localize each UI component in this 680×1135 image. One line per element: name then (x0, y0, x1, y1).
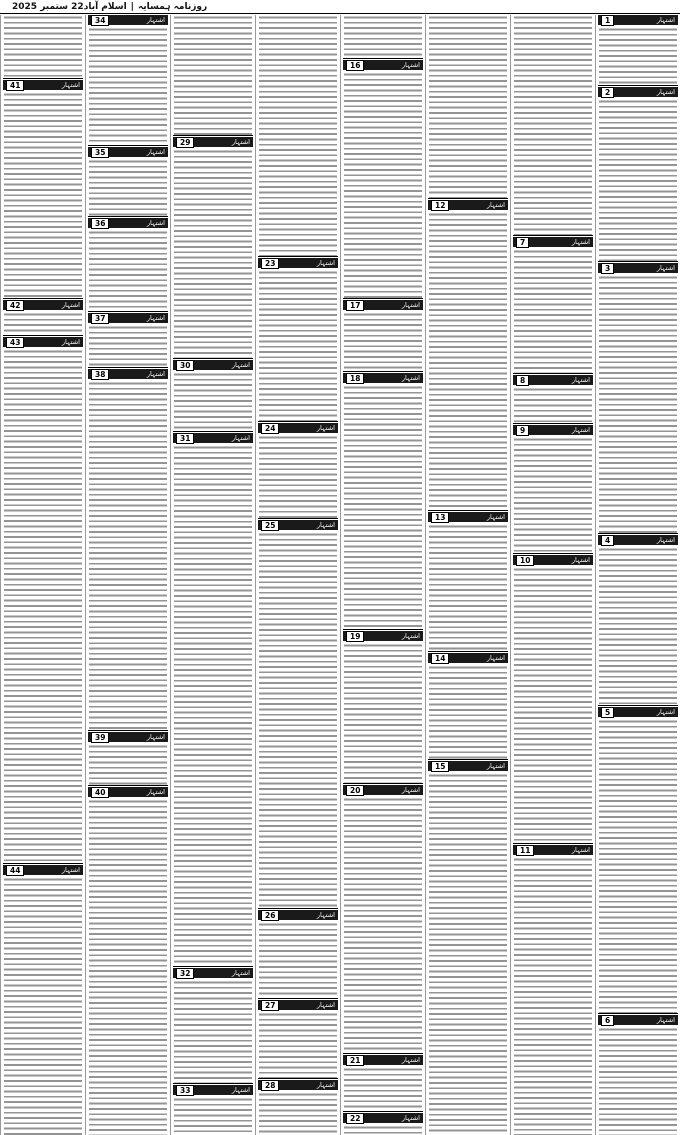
notice-text (86, 799, 170, 1135)
masthead: روزنامہ ہمسایہ | اسلام آباد 22 ستمبر 2025 (0, 0, 680, 14)
notice-number: 41 (6, 80, 24, 91)
notice-text (171, 1097, 255, 1135)
notice-heading: اشتہار (316, 1081, 335, 1089)
notice-text (341, 385, 425, 629)
notice-heading: اشتہار (231, 138, 250, 146)
notice-text (86, 159, 170, 216)
notice-header (598, 707, 678, 717)
city-name: اسلام آباد (83, 1, 127, 12)
notice-heading: اشتہار (656, 536, 675, 544)
notice-heading: اشتہار (316, 911, 335, 919)
notice-text (426, 524, 510, 651)
notice-header (88, 218, 168, 228)
notice-header (88, 147, 168, 157)
notice-header (258, 258, 338, 268)
column-5 (255, 15, 340, 1135)
notice-text (426, 773, 510, 1135)
notice-header (88, 15, 168, 25)
column-8 (0, 15, 85, 1135)
notice-text (171, 980, 255, 1083)
notice-number: 26 (261, 910, 279, 921)
notice-header (343, 300, 423, 310)
notice-text (596, 99, 680, 261)
notice-heading: اشتہار (61, 338, 80, 346)
notice-number: 25 (261, 520, 279, 531)
notice-text (256, 532, 340, 908)
notice-text (1, 92, 85, 298)
column-4 (340, 15, 425, 1135)
notice-text (171, 372, 255, 431)
notice-header (3, 865, 83, 875)
notice-heading: اشتہار (316, 1001, 335, 1009)
notice-text (86, 744, 170, 785)
notice-header (173, 1085, 253, 1095)
notice-heading: اشتہار (486, 201, 505, 209)
column-3 (425, 15, 510, 1135)
notice-text (341, 1067, 425, 1111)
notice-text (596, 27, 680, 85)
notice-text (1, 877, 85, 1135)
notice-number: 10 (516, 555, 534, 566)
notice-text (511, 387, 595, 423)
notice-heading: اشتہار (401, 61, 420, 69)
notice-number: 40 (91, 787, 109, 798)
notice-text (511, 15, 595, 235)
notice-header (3, 80, 83, 90)
column-1 (595, 15, 680, 1135)
notice-number: 42 (6, 300, 24, 311)
notice-text (511, 437, 595, 553)
notice-header (88, 313, 168, 323)
notice-number: 30 (176, 360, 194, 371)
notice-heading: اشتہار (486, 762, 505, 770)
notice-header (428, 200, 508, 210)
notice-text (596, 719, 680, 1013)
notice-number: 3 (601, 263, 614, 274)
notice-heading: اشتہار (401, 1114, 420, 1122)
notice-number: 24 (261, 423, 279, 434)
notice-heading: اشتہار (571, 376, 590, 384)
notice-number: 29 (176, 137, 194, 148)
notice-heading: اشتہار (61, 866, 80, 874)
notice-header (428, 653, 508, 663)
notice-text (86, 27, 170, 145)
notice-heading: اشتہار (231, 434, 250, 442)
notice-text (171, 149, 255, 358)
notice-heading: اشتہار (401, 301, 420, 309)
notice-heading: اشتہار (146, 733, 165, 741)
notice-header (258, 1000, 338, 1010)
notice-number: 8 (516, 375, 529, 386)
notice-header (428, 761, 508, 771)
classified-page (0, 15, 680, 1135)
notice-text (596, 275, 680, 533)
notice-heading: اشتہار (656, 88, 675, 96)
notice-text (341, 1125, 425, 1135)
notice-text (1, 349, 85, 863)
notice-text (1, 312, 85, 335)
notice-heading: اشتہار (401, 632, 420, 640)
notice-header (428, 512, 508, 522)
notice-text (256, 1092, 340, 1135)
notice-header (598, 1015, 678, 1025)
notice-text (341, 797, 425, 1053)
notice-text (426, 665, 510, 759)
notice-heading: اشتہار (656, 1016, 675, 1024)
column-7 (85, 15, 170, 1135)
notice-header (343, 785, 423, 795)
notice-text (426, 15, 510, 198)
notice-header (88, 787, 168, 797)
notice-text (511, 567, 595, 843)
notice-heading: اشتہار (571, 238, 590, 246)
notice-header (258, 520, 338, 530)
notice-heading: اشتہار (486, 654, 505, 662)
notice-header (513, 375, 593, 385)
newspaper-title: روزنامہ ہمسایہ (137, 1, 208, 12)
notice-number: 37 (91, 313, 109, 324)
notice-header (3, 300, 83, 310)
notice-text (596, 547, 680, 705)
notice-header (88, 369, 168, 379)
notice-number: 28 (261, 1080, 279, 1091)
notice-number: 15 (431, 761, 449, 772)
notice-text (256, 15, 340, 256)
notice-text (341, 72, 425, 298)
notice-number: 18 (346, 373, 364, 384)
notice-number: 33 (176, 1085, 194, 1096)
notice-heading: اشتہار (146, 370, 165, 378)
notice-heading: اشتہار (146, 314, 165, 322)
notice-number: 31 (176, 433, 194, 444)
notice-header (598, 87, 678, 97)
notice-header (343, 373, 423, 383)
notice-heading: اشتہار (401, 374, 420, 382)
notice-text (511, 249, 595, 373)
notice-heading: اشتہار (401, 1056, 420, 1064)
notice-number: 27 (261, 1000, 279, 1011)
notice-number: 23 (261, 258, 279, 269)
notice-text (256, 922, 340, 998)
notice-number: 12 (431, 200, 449, 211)
notice-heading: اشتہار (61, 81, 80, 89)
notice-text (86, 230, 170, 311)
notice-header (343, 60, 423, 70)
notice-header (258, 1080, 338, 1090)
notice-text (426, 212, 510, 510)
notice-header (343, 1055, 423, 1065)
notice-number: 21 (346, 1055, 364, 1066)
notice-header (513, 555, 593, 565)
notice-header (513, 425, 593, 435)
notice-number: 20 (346, 785, 364, 796)
notice-number: 34 (91, 15, 109, 26)
notice-heading: اشتہار (656, 708, 675, 716)
notice-number: 36 (91, 218, 109, 229)
notice-header (88, 732, 168, 742)
notice-number: 38 (91, 369, 109, 380)
column-2 (510, 15, 595, 1135)
notice-heading: اشتہار (486, 513, 505, 521)
notice-header (173, 360, 253, 370)
notice-header (258, 910, 338, 920)
notice-number: 13 (431, 512, 449, 523)
notice-heading: اشتہار (146, 788, 165, 796)
notice-number: 43 (6, 337, 24, 348)
notice-text (341, 15, 425, 58)
notice-text (511, 857, 595, 1135)
issue-date: 22 ستمبر 2025 (12, 1, 84, 12)
notice-header (343, 631, 423, 641)
notice-header (258, 423, 338, 433)
notice-number: 9 (516, 425, 529, 436)
notice-text (341, 312, 425, 371)
notice-number: 4 (601, 535, 614, 546)
notice-heading: اشتہار (231, 969, 250, 977)
notice-heading: اشتہار (316, 424, 335, 432)
notice-number: 6 (601, 1015, 614, 1026)
notice-heading: اشتہار (146, 219, 165, 227)
notice-header (598, 263, 678, 273)
column-6 (170, 15, 255, 1135)
notice-text (171, 445, 255, 966)
notice-number: 2 (601, 87, 614, 98)
notice-number: 39 (91, 732, 109, 743)
notice-heading: اشتہار (61, 301, 80, 309)
notice-number: 32 (176, 968, 194, 979)
notice-heading: اشتہار (146, 148, 165, 156)
notice-number: 35 (91, 147, 109, 158)
notice-text (1, 15, 85, 78)
notice-heading: اشتہار (571, 846, 590, 854)
notice-number: 17 (346, 300, 364, 311)
notice-number: 5 (601, 707, 614, 718)
notice-heading: اشتہار (316, 521, 335, 529)
notice-text (341, 643, 425, 783)
notice-heading: اشتہار (571, 426, 590, 434)
notice-heading: اشتہار (316, 259, 335, 267)
notice-heading: اشتہار (656, 16, 675, 24)
notice-heading: اشتہار (571, 556, 590, 564)
notice-number: 22 (346, 1113, 364, 1124)
notice-text (86, 381, 170, 730)
notice-number: 1 (601, 15, 614, 26)
notice-number: 16 (346, 60, 364, 71)
notice-heading: اشتہار (656, 264, 675, 272)
notice-text (596, 1027, 680, 1135)
notice-number: 44 (6, 865, 24, 876)
notice-text (171, 15, 255, 135)
notice-number: 7 (516, 237, 529, 248)
notice-header (173, 137, 253, 147)
notice-heading: اشتہار (231, 1086, 250, 1094)
notice-header (343, 1113, 423, 1123)
notice-text (256, 435, 340, 518)
notice-number: 19 (346, 631, 364, 642)
notice-header (598, 15, 678, 25)
notice-header (598, 535, 678, 545)
notice-header (513, 845, 593, 855)
notice-text (256, 270, 340, 421)
notice-heading: اشتہار (146, 16, 165, 24)
notice-header (513, 237, 593, 247)
notice-header (173, 968, 253, 978)
notice-number: 14 (431, 653, 449, 664)
notice-text (256, 1012, 340, 1078)
notice-heading: اشتہار (231, 361, 250, 369)
notice-text (86, 325, 170, 367)
notice-header (3, 337, 83, 347)
notice-number: 11 (516, 845, 534, 856)
notice-heading: اشتہار (401, 786, 420, 794)
notice-header (173, 433, 253, 443)
